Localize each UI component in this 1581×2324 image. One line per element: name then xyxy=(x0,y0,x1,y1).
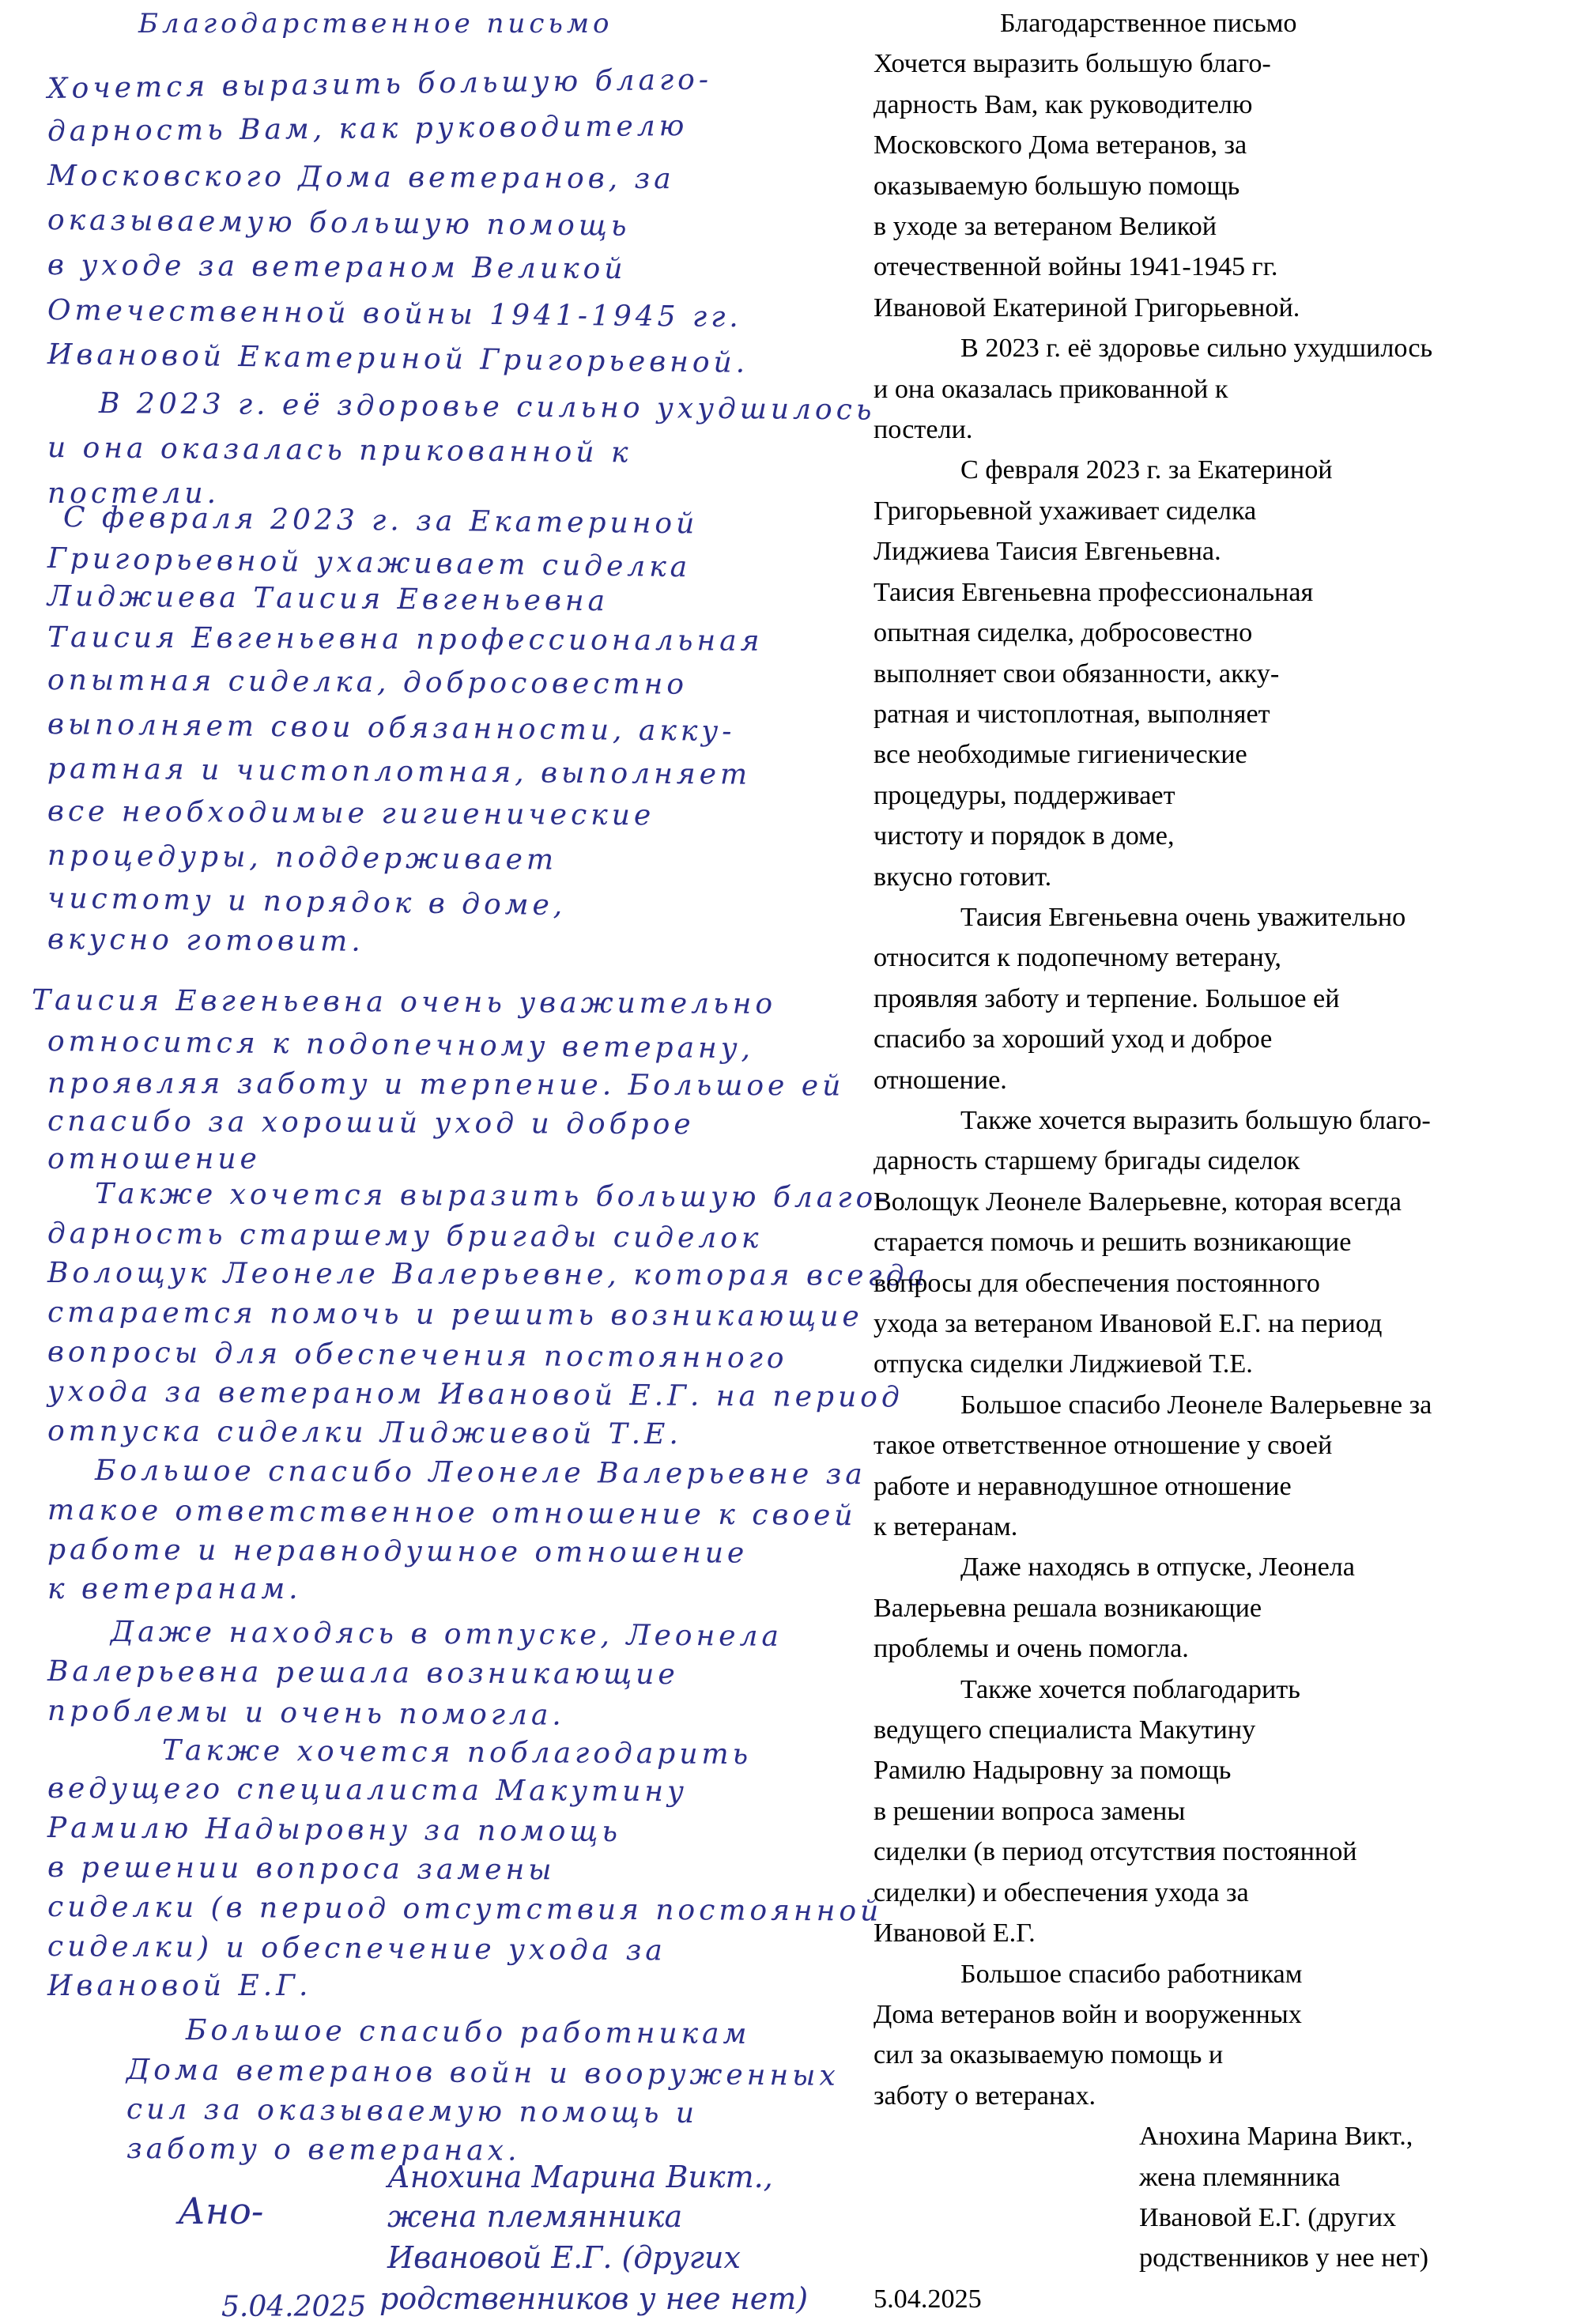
handwritten-line: Ивановой Е.Г. xyxy=(47,1970,312,2002)
text-line: вкусно готовит. xyxy=(874,862,1052,892)
text-line: заботу о ветеранах. xyxy=(874,2081,1096,2111)
text-line: ведущего специалиста Макутину xyxy=(874,1715,1256,1745)
text-line: Большое спасибо работникам xyxy=(960,1959,1303,1989)
handwritten-line: в уходе за ветераном Великой xyxy=(47,249,627,286)
handwritten-signature-line: родственников у нее нет) xyxy=(379,2281,809,2316)
text-line: Рамилю Надыровну за помощь xyxy=(874,1756,1232,1786)
text-line: Таисия Евгеньевна профессиональная xyxy=(874,577,1314,607)
paragraph-caregiver xyxy=(874,450,1577,896)
handwritten-line: проблемы и очень помогла. xyxy=(47,1695,566,1732)
text-line: дарность Вам, как руководителю xyxy=(874,89,1253,119)
text-line: ратная и чистоплотная, выполняет xyxy=(874,699,1270,729)
text-line: С февраля 2023 г. за Екатериной xyxy=(960,455,1333,485)
text-line: все необходимые гигиенические xyxy=(874,740,1247,770)
text-line: Ивановой Е.Г. xyxy=(874,1918,1036,1949)
text-line: и она оказалась прикованной к xyxy=(874,374,1228,404)
handwritten-line: к ветеранам. xyxy=(47,1573,302,1605)
text-line: вопросы для обеспечения постоянного xyxy=(874,1268,1320,1298)
handwritten-line: Волощук Леонеле Валерьевне, которая всегда xyxy=(47,1257,929,1292)
paragraph-vacation xyxy=(874,1547,1577,1669)
signature-line: Ивановой Е.Г. (других xyxy=(1139,2202,1397,2232)
paragraph-brigade-leader xyxy=(874,1100,1577,1385)
text-line: спасибо за хороший уход и доброе xyxy=(874,1024,1273,1054)
handwritten-line: опытная сиделка, добросовестно xyxy=(47,664,689,701)
handwritten-line: Таисия Евгеньевна очень уважительно xyxy=(31,984,777,1021)
text-line: процедуры, поддерживает xyxy=(874,780,1175,810)
handwritten-line: Валерьевна решала возникающие xyxy=(47,1655,679,1692)
handwritten-line: выполняет свои обязанности, акку- xyxy=(47,708,736,749)
text-line: Таисия Евгеньевна очень уважительно xyxy=(960,902,1406,932)
text-line: в решении вопроса замены xyxy=(874,1796,1186,1826)
handwritten-line: Большое спасибо Леонеле Валерьевне за xyxy=(94,1454,866,1492)
text-line: проявляя заботу и терпение. Большое ей xyxy=(874,983,1340,1013)
handwritten-date: 5.04.2025 xyxy=(221,2291,367,2323)
handwritten-line: чистоту и порядок в доме, xyxy=(47,882,567,922)
handwritten-signature-line: Ивановой Е.Г. (других xyxy=(387,2240,741,2275)
paragraph-specialist xyxy=(874,1669,1577,1954)
handwritten-line: дарность Вам, как руководителю xyxy=(47,109,689,148)
handwritten-signature-line: жена племянника xyxy=(387,2199,683,2234)
text-line: чистоту и порядок в доме, xyxy=(874,821,1175,851)
handwritten-line: Дома ветеранов войн и вооруженных xyxy=(126,2054,840,2092)
text-line: Московского Дома ветеранов, за xyxy=(874,130,1247,160)
text-line: работе и неравнодушное отношение xyxy=(874,1471,1292,1501)
handwritten-line: Рамилю Надыровну за помощь xyxy=(47,1812,622,1849)
handwritten-line: В 2023 г. её здоровье сильно ухудшилось xyxy=(98,387,876,427)
text-line: отечественной войны 1941-1945 гг. xyxy=(874,252,1278,282)
letter-date: 5.04.2025 xyxy=(874,2284,982,2314)
handwritten-line: ухода за ветераном Ивановой Е.Г. на период xyxy=(47,1375,904,1414)
text-line: оказываемую большую помощь xyxy=(874,171,1240,201)
text-line: к ветеранам. xyxy=(874,1512,1018,1542)
text-line: опытная сиделка, добросовестно xyxy=(874,618,1253,648)
text-line: В 2023 г. её здоровье сильно ухудшилось xyxy=(960,334,1433,364)
text-line: в уходе за ветераном Великой xyxy=(874,212,1217,242)
signature-line: родственников у нее нет) xyxy=(1139,2243,1428,2273)
text-line: Григорьевной ухаживает сиделка xyxy=(874,496,1257,526)
text-line: Лиджиева Таисия Евгеньевна. xyxy=(874,537,1221,567)
paragraph-gratitude-house xyxy=(874,43,1577,328)
handwritten-line: сиделки) и обеспечение ухода за xyxy=(47,1930,666,1967)
handwritten-line: сиделки (в период отсутствия постоянной xyxy=(47,1891,883,1928)
handwritten-line: Ивановой Екатериной Григорьевной. xyxy=(47,338,749,379)
handwritten-line: Хочется выразить большую благо- xyxy=(47,63,713,105)
text-line: ухода за ветераном Ивановой Е.Г. на период xyxy=(874,1309,1383,1338)
handwritten-line: дарность старшему бригады сиделок xyxy=(47,1217,763,1255)
signature-line: Анохина Марина Викт., xyxy=(1139,2122,1413,2152)
text-line: отпуска сиделки Лиджиевой Т.Е. xyxy=(874,1349,1253,1379)
text-line: Волощук Леонеле Валерьевне, которая всегда xyxy=(874,1187,1402,1217)
text-line: постели. xyxy=(874,415,973,445)
handwritten-line: С февраля 2023 г. за Екатериной xyxy=(62,501,699,541)
text-line: отношение. xyxy=(874,1065,1007,1095)
text-line: Валерьевна решала возникающие xyxy=(874,1593,1262,1623)
handwritten-line: Большое спасибо работникам xyxy=(185,2014,751,2050)
handwritten-line: такое ответственное отношение к своей xyxy=(47,1494,857,1533)
handwritten-line: старается помочь и решить возникающие xyxy=(47,1296,863,1334)
handwritten-line: относится к подопечному ветерану, xyxy=(47,1025,755,1066)
handwritten-line: оказываемую большую помощь xyxy=(47,204,631,243)
handwritten-line: постели. xyxy=(47,477,221,510)
text-line: сил за оказываемую помощь и xyxy=(874,2040,1224,2070)
handwritten-signature-mark: Ано- xyxy=(178,2190,264,2232)
handwritten-line: в решении вопроса замены xyxy=(47,1851,556,1887)
paragraph-health xyxy=(874,328,1577,450)
typed-transcription xyxy=(874,3,1577,2319)
paragraph-respect xyxy=(874,897,1577,1100)
handwritten-line: Таисия Евгеньевна профессиональная xyxy=(47,621,764,658)
handwritten-line: Отечественной войны 1941-1945 гг. xyxy=(47,294,743,334)
text-line: проблемы и очень помогла. xyxy=(874,1634,1189,1664)
handwritten-line: Лиджиева Таисия Евгеньевна xyxy=(47,580,609,618)
text-line: Даже находясь в отпуске, Леонела xyxy=(960,1552,1355,1583)
handwritten-line: ведущего специалиста Макутину xyxy=(47,1772,689,1809)
text-line: Дома ветеранов войн и вооруженных xyxy=(874,1999,1302,2029)
text-line: Хочется выразить большую благо- xyxy=(874,49,1271,79)
text-line: Ивановой Екатериной Григорьевной. xyxy=(874,292,1300,323)
handwritten-line: вкусно готовит. xyxy=(47,923,364,958)
handwritten-line: Также хочется выразить большую благо- xyxy=(94,1178,891,1215)
handwritten-title: Благодарственное письмо xyxy=(138,8,613,40)
handwritten-line: работе и неравнодушное отношение xyxy=(47,1534,749,1570)
signature-line: жена племянника xyxy=(1139,2162,1341,2192)
text-line: такое ответственное отношение у своей xyxy=(874,1431,1333,1461)
text-line: старается помочь и решить возникающие xyxy=(874,1228,1352,1258)
handwritten-line: процедуры, поддерживает xyxy=(47,839,558,877)
handwritten-line: Московского Дома ветеранов, за xyxy=(47,160,675,196)
paragraph-thanks-leonela xyxy=(874,1385,1577,1548)
handwritten-signature-line: Анохина Марина Викт., xyxy=(387,2160,773,2194)
handwritten-line: вопросы для обеспечения постоянного xyxy=(47,1336,788,1375)
handwritten-line: Григорьевной ухаживает сиделка xyxy=(47,542,692,584)
handwritten-line: и она оказалась прикованной к xyxy=(47,432,632,470)
handwritten-line: ратная и чистоплотная, выполняет xyxy=(47,753,752,791)
handwritten-line: спасибо за хороший уход и доброе xyxy=(47,1105,695,1141)
text-line: Также хочется выразить большую благо- xyxy=(960,1105,1431,1135)
text-line: сиделки (в период отсутствия постоянной xyxy=(874,1837,1357,1867)
handwritten-line: Даже находясь в отпуске, Леонела xyxy=(110,1616,783,1653)
text-line: Большое спасибо Леонеле Валерьевне за xyxy=(960,1390,1432,1420)
text-line: сиделки) и обеспечения ухода за xyxy=(874,1877,1249,1907)
text-line: Также хочется поблагодарить xyxy=(960,1674,1300,1704)
text-line: дарность старшему бригады сиделок xyxy=(874,1146,1300,1176)
text-line: выполняет свои обязанности, акку- xyxy=(874,658,1280,689)
handwritten-line: сил за оказываемую помощь и xyxy=(126,2093,699,2130)
text-line: относится к подопечному ветерану, xyxy=(874,943,1281,973)
letter-title: Благодарственное письмо xyxy=(1000,9,1297,38)
handwritten-line: отношение xyxy=(47,1143,261,1175)
signature-block xyxy=(874,2116,1577,2279)
handwritten-line: Также хочется поблагодарить xyxy=(161,1734,753,1771)
handwritten-line: проявляя заботу и терпение. Большое ей xyxy=(47,1067,845,1103)
handwritten-line: все необходимые гигиенические xyxy=(47,795,655,832)
paragraph-staff-thanks xyxy=(874,1954,1577,2117)
handwritten-line: отпуска сиделки Лиджиевой Т.Е. xyxy=(47,1415,682,1451)
handwritten-line: заботу о ветеранах. xyxy=(126,2133,521,2167)
